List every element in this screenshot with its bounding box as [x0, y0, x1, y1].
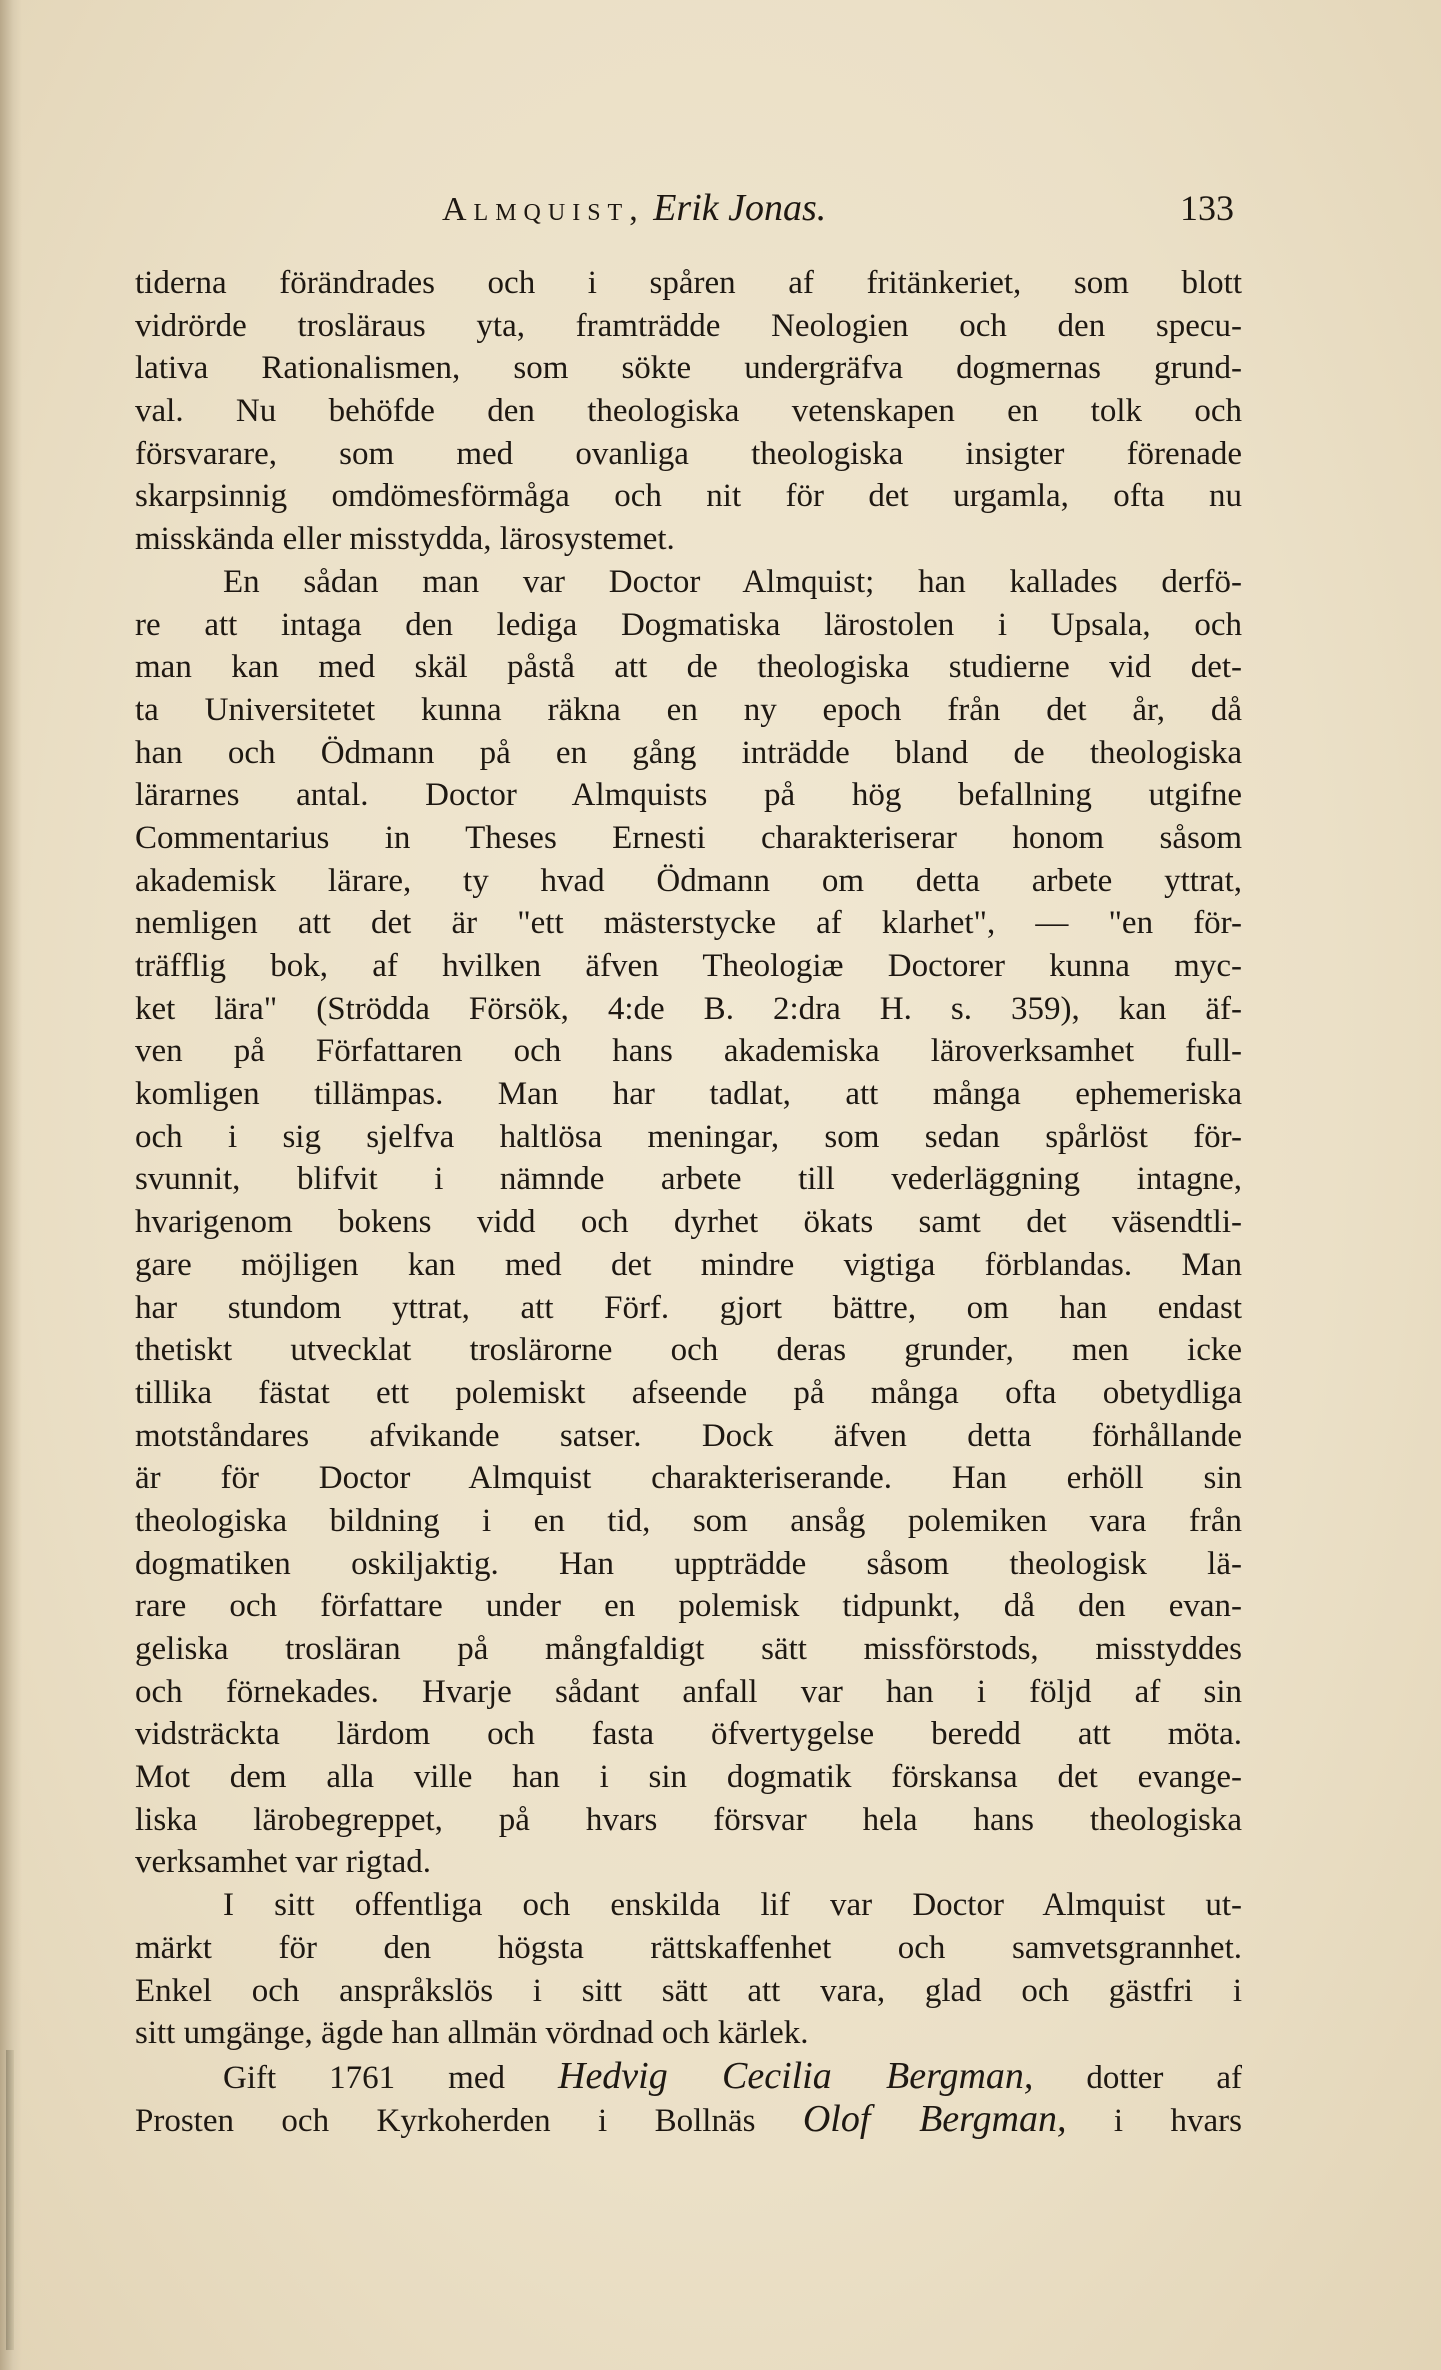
text-line: är för Doctor Almquist charakteriserande. Han erhöll sin [135, 1460, 1242, 1497]
text-fragment: i hvars [1113, 2102, 1242, 2139]
body-text [135, 262, 1242, 2140]
text-line: komligen tillämpas. Man har tadlat, att många ephemeriska [135, 1076, 1242, 1113]
text-line: lärarnes antal. Doctor Almquists på hög befallning utgifne [135, 777, 1242, 814]
text-line: och i sig sjelfva haltlösa meningar, som sedan spårlöst för- [135, 1118, 1242, 1155]
text-line: tillika fästat ett polemiskt afseende på många ofta obetydliga [135, 1374, 1242, 1411]
text-line: val. Nu behöfde den theologiska vetenskapen en tolk och [135, 393, 1242, 430]
text-line: motståndares afvikande satser. Dock äfven detta förhållande [135, 1417, 1242, 1454]
text-line: ven på Författaren och hans akademiska läroverksamhet full- [135, 1033, 1242, 1070]
header-author-given-name: Erik Jonas. [653, 187, 827, 229]
text-line: dogmatiken oskiljaktig. Han uppträdde såsom theologisk lä- [135, 1545, 1242, 1582]
text-line-with-name [135, 2055, 1242, 2098]
text-line: ta Universitetet kunna räkna en ny epoch från det år, då [135, 691, 1242, 728]
text-fragment: Prosten och Kyrkoherden i Bollnäs [135, 2102, 756, 2139]
text-fragment: dotter af [1086, 2059, 1242, 2096]
text-line: Mot dem alla ville han i sin dogmatik förskansa det evange- [135, 1759, 1242, 1796]
text-line: märkt för den högsta rättskaffenhet och samvetsgrannhet. [135, 1929, 1242, 1966]
text-line: thetiskt utvecklat troslärorne och deras grunder, men icke [135, 1332, 1242, 1369]
text-line: vidrörde trosläraus yta, framträdde Neologien och den specu- [135, 307, 1242, 344]
text-line: lativa Rationalismen, som sökte undergräfva dogmernas grund- [135, 350, 1242, 387]
text-line: han och Ödmann på en gång inträdde bland de theologiska [135, 734, 1242, 771]
text-line: gare möjligen kan med det mindre vigtiga förblandas. Man [135, 1246, 1242, 1283]
text-line: träfflig bok, af hvilken äfven Theologiæ Doctorer kunna myc- [135, 948, 1242, 984]
text-line: theologiska bildning i en tid, som ansåg polemiken vara från [135, 1502, 1242, 1539]
text-line: re att intaga den lediga Dogmatiska lärostolen i Upsala, och [135, 606, 1242, 643]
running-header [442, 178, 1292, 238]
text-line: ket lära" (Strödda Försök, 4:de B. 2:dra H. s. 359), kan äf- [135, 990, 1242, 1027]
text-line: Enkel och anspråkslös i sitt sätt att vara, glad och gästfri i [135, 1972, 1242, 2009]
text-fragment: Gift 1761 med [223, 2059, 505, 2096]
text-line: I sitt offentliga och enskilda lif var Doctor Almquist ut- [223, 1887, 1242, 1924]
text-line: verksamhet var rigtad. [135, 1844, 431, 1881]
binding-edge [6, 2050, 14, 2350]
text-line: försvarare, som med ovanliga theologiska insigter förenade [135, 435, 1242, 472]
page-edge-stain [0, 0, 22, 2370]
text-line: akademisk lärare, ty hvad Ödmann om detta arbete yttrat, [135, 862, 1242, 899]
text-line: har stundom yttrat, att Förf. gjort bättre, om han endast [135, 1289, 1242, 1326]
page-number: 133 [1180, 188, 1234, 228]
text-line: geliska trosläran på mångfaldigt sätt missförstods, misstyddes [135, 1631, 1242, 1667]
text-line: tiderna förändrades och i spåren af fritänkeriet, som blott [135, 265, 1242, 301]
text-line: man kan med skäl påstå att de theologiska studierne vid det- [135, 649, 1242, 686]
text-line: rare och författare under en polemisk tidpunkt, då den evan- [135, 1588, 1242, 1625]
text-line: liska lärobegreppet, på hvars försvar hela hans theologiska [135, 1801, 1242, 1838]
text-line: svunnit, blifvit i nämnde arbete till vederläggning intagne, [135, 1161, 1242, 1198]
text-line: skarpsinnig omdömesförmåga och nit för det urgamla, ofta nu [135, 478, 1242, 515]
text-line: En sådan man var Doctor Almquist; han kallades derfö- [223, 563, 1242, 600]
text-line: vidsträckta lärdom och fasta öfvertygelse beredd att möta. [135, 1716, 1242, 1753]
text-line: nemligen att det är "ett mästerstycke af klarhet", — "en för- [135, 905, 1242, 942]
text-line: hvarigenom bokens vidd och dyrhet ökats samt det väsendtli- [135, 1204, 1242, 1241]
italic-name: Hedvig Cecilia Bergman, [558, 2054, 1034, 2097]
italic-name: Olof Bergman, [802, 2097, 1067, 2140]
text-line: misskända eller misstydda, lärosystemet. [135, 521, 675, 558]
text-line-with-name [135, 2098, 1242, 2141]
text-line: Commentarius in Theses Ernesti charakteriserar honom såsom [135, 819, 1242, 856]
text-line: och förnekades. Hvarje sådant anfall var han i följd af sin [135, 1673, 1242, 1710]
header-author-surname: Almquist, [442, 191, 645, 228]
text-line: sitt umgänge, ägde han allmän vördnad och kärlek. [135, 2015, 809, 2052]
